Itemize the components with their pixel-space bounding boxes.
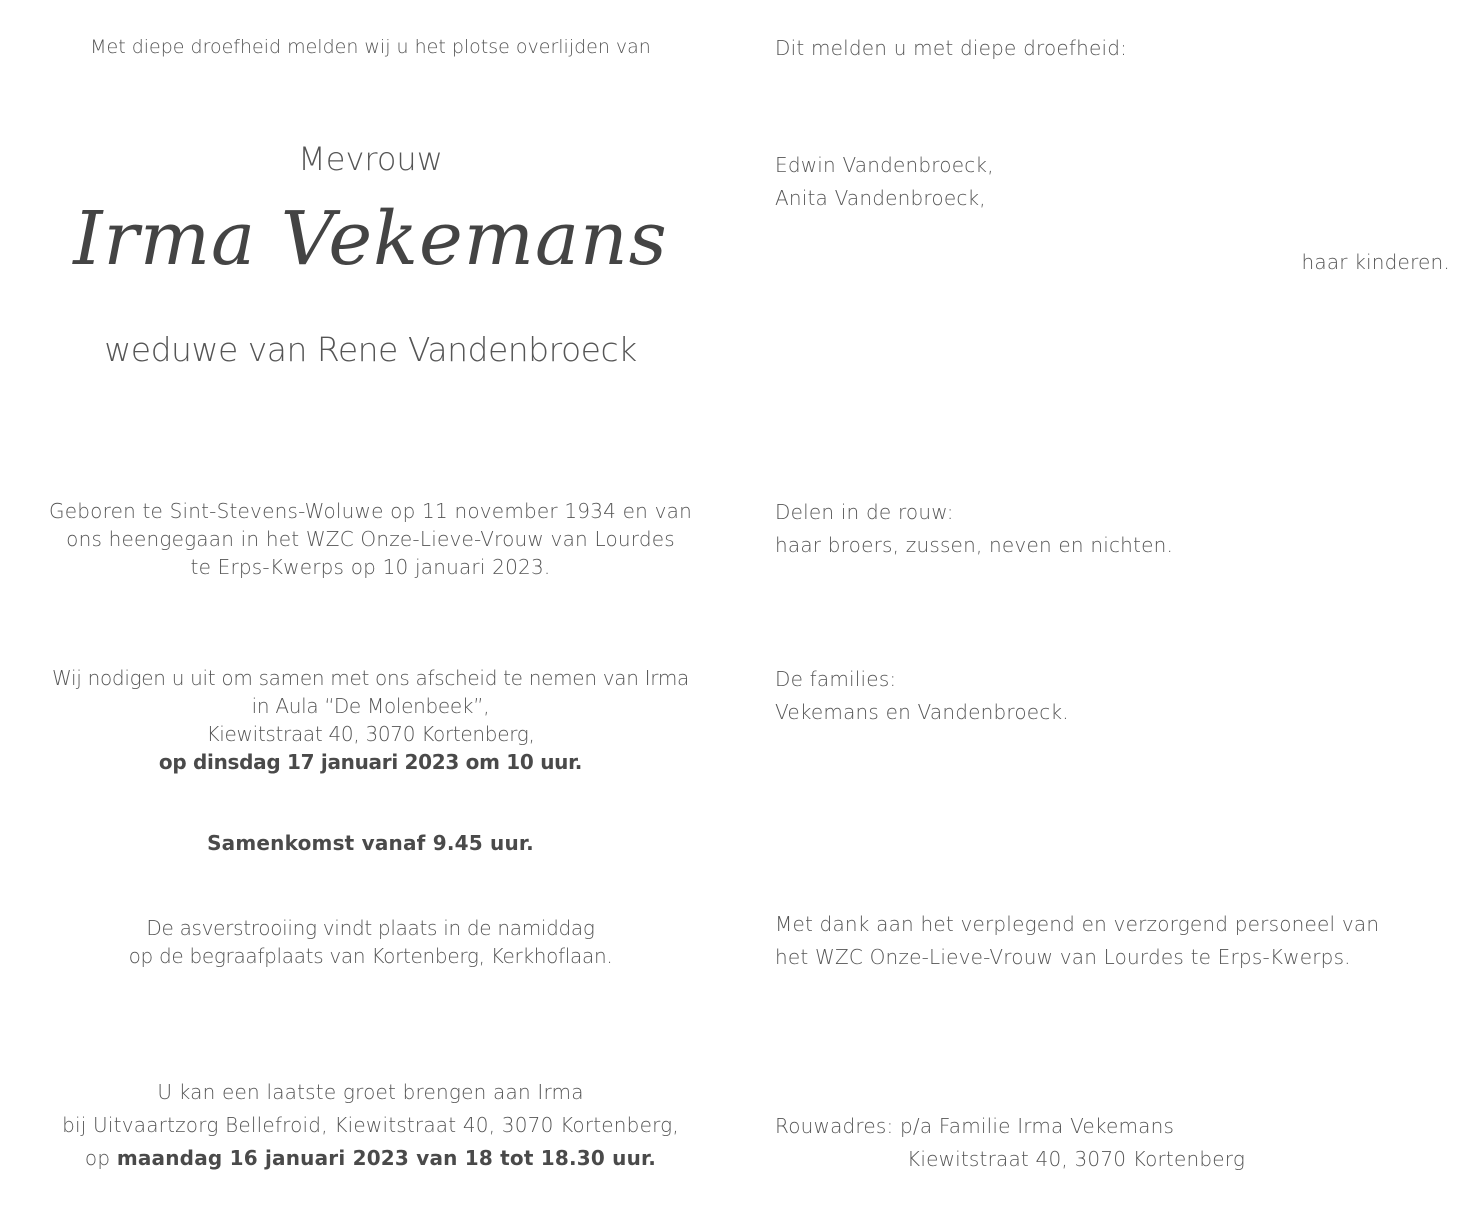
address-line: Kiewitstraat 40, 3070 Kortenberg bbox=[907, 1147, 1246, 1171]
mourning-block bbox=[775, 496, 1465, 562]
relation-line: weduwe van Rene Vandenbroeck bbox=[104, 330, 637, 369]
honorific: Mevrouw bbox=[298, 140, 443, 178]
visit-prefix: op bbox=[84, 1146, 111, 1170]
address-label: Rouwadres: p/a Familie Irma Vekemans bbox=[775, 1114, 1175, 1138]
scattering-line-1: De asverstrooiing vindt plaats in de namiddag bbox=[146, 916, 595, 940]
visit-line-3 bbox=[30, 1142, 711, 1175]
scattering-line-2: op de begraafplaats van Kortenberg, Kerkhoflaan. bbox=[128, 944, 613, 968]
child-name: Anita Vandenbroeck, bbox=[775, 186, 986, 210]
gathering-time: Samenkomst vanaf 9.45 uur. bbox=[207, 831, 534, 855]
invite-line-1: Wij nodigen u uit om samen met ons afscheid te nemen van Irma bbox=[52, 666, 689, 690]
child-name: Edwin Vandenbroeck, bbox=[775, 153, 994, 177]
birth-line-1: Geboren te Sint-Stevens-Woluwe op 11 november 1934 en van bbox=[49, 499, 692, 523]
thanks-paragraph bbox=[775, 908, 1465, 974]
mourning-address bbox=[775, 1110, 1465, 1176]
families-block bbox=[775, 663, 1465, 729]
families-text: Vekemans en Vandenbroeck. bbox=[775, 700, 1069, 724]
invitation-paragraph bbox=[30, 664, 711, 776]
visit-date: maandag 16 januari 2023 van 18 tot 18.30 uur. bbox=[116, 1146, 657, 1170]
birth-line-3: te Erps-Kwerps op 10 januari 2023. bbox=[190, 555, 551, 579]
birth-line-2: ons heengegaan in het WZC Onze-Lieve-Vrouw van Lourdes bbox=[66, 527, 675, 551]
visit-line-2: bij Uitvaartzorg Bellefroid, Kiewitstraat 40, 3070 Kortenberg, bbox=[62, 1113, 679, 1137]
invite-line-2: in Aula “De Molenbeek”, bbox=[251, 694, 490, 718]
invite-date: op dinsdag 17 januari 2023 om 10 uur. bbox=[158, 750, 583, 774]
mourning-text: haar broers, zussen, neven en nichten. bbox=[775, 533, 1174, 557]
announcement-intro: Met diepe droefheid melden wij u het plotse overlijden van bbox=[90, 36, 651, 58]
visit-line-1: U kan een laatste groet brengen aan Irma bbox=[157, 1080, 584, 1104]
mourning-heading: Delen in de rouw: bbox=[775, 500, 954, 524]
scattering-paragraph bbox=[30, 914, 711, 970]
visitation-paragraph bbox=[30, 1076, 711, 1175]
children-label: haar kinderen. bbox=[1301, 250, 1450, 274]
families-heading: De families: bbox=[775, 667, 897, 691]
children-list bbox=[775, 149, 1465, 215]
thanks-line-2: het WZC Onze-Lieve-Vrouw van Lourdes te Erps-Kwerps. bbox=[775, 945, 1351, 969]
thanks-line-1: Met dank aan het verplegend en verzorgend personeel van bbox=[775, 912, 1380, 936]
family-intro: Dit melden u met diepe droefheid: bbox=[775, 36, 1128, 60]
birth-death-paragraph bbox=[30, 497, 711, 581]
deceased-name: Irma Vekemans bbox=[73, 196, 668, 282]
invite-line-3: Kiewitstraat 40, 3070 Kortenberg, bbox=[206, 722, 535, 746]
